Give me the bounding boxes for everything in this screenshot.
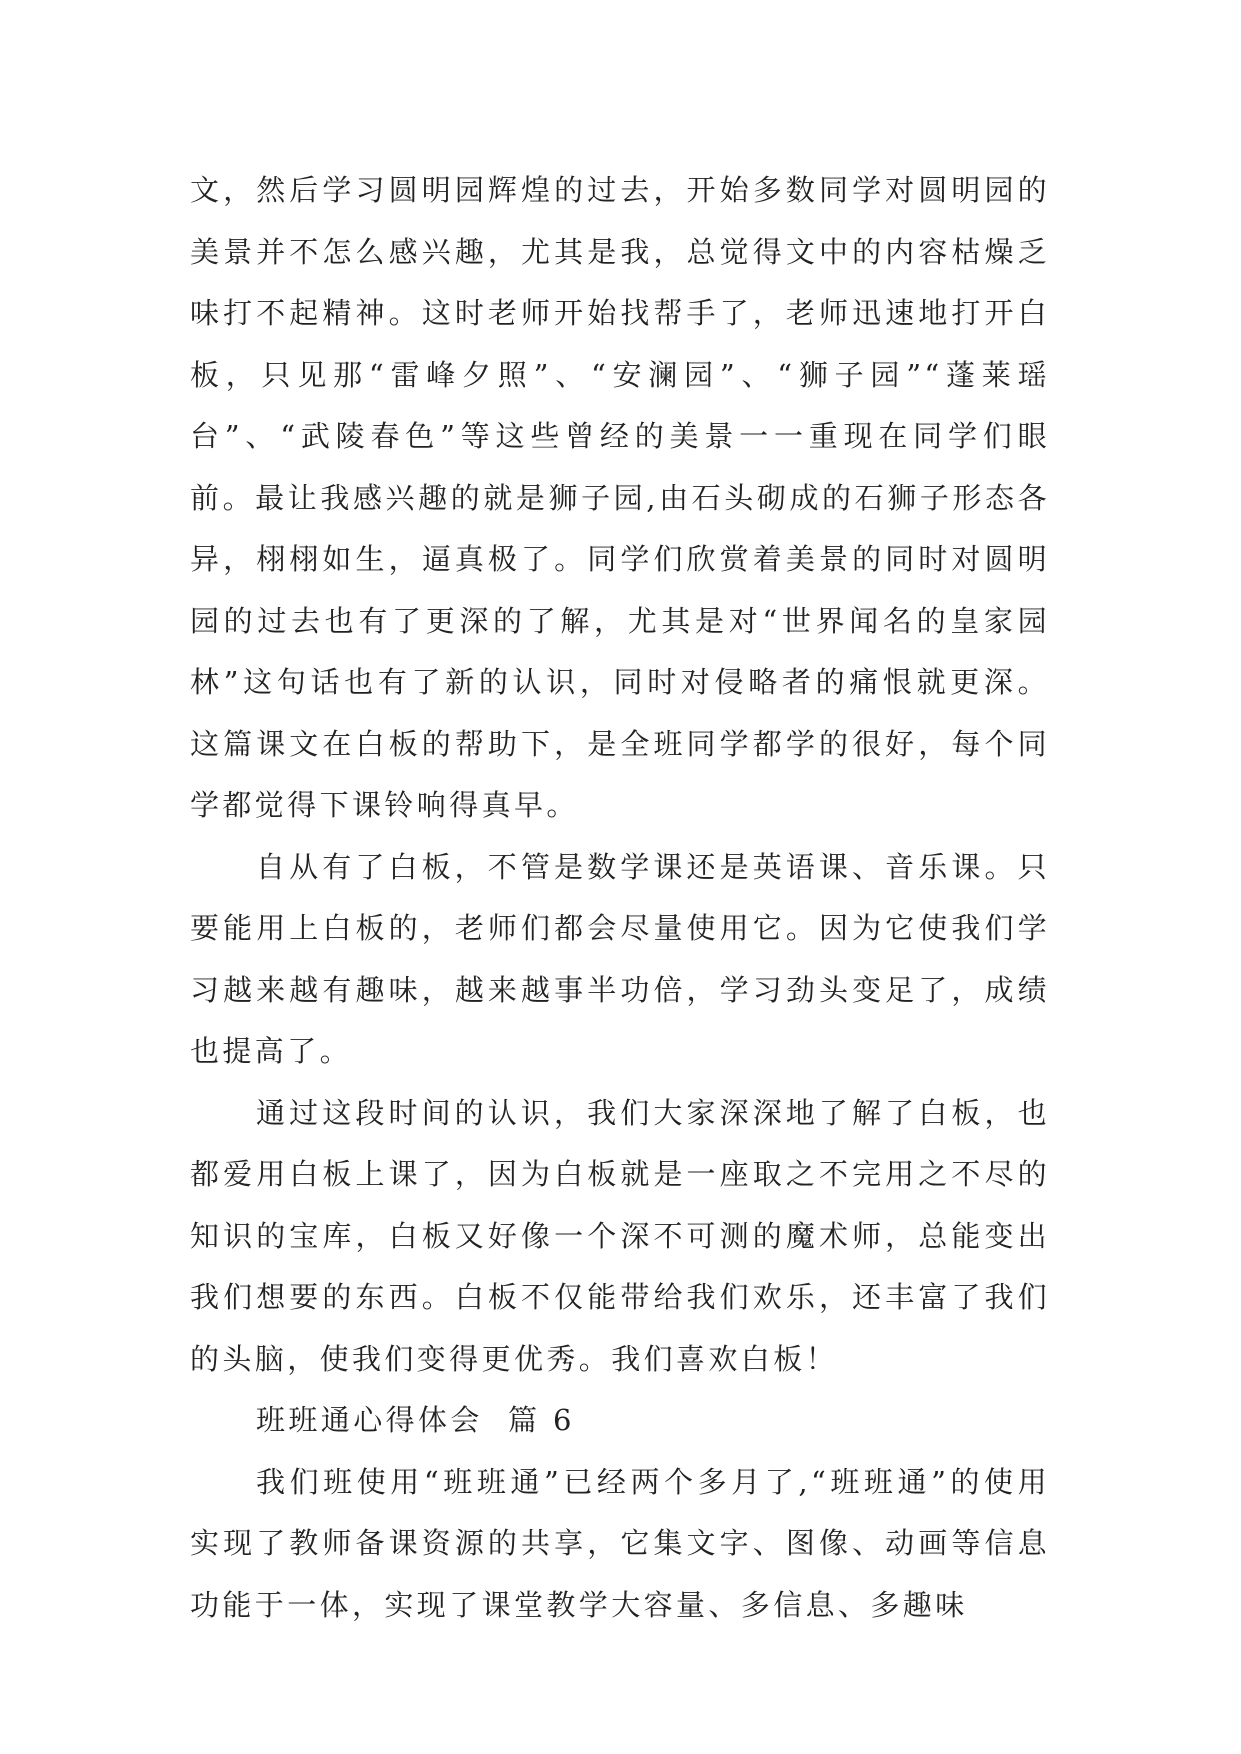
paragraph-1: 文，然后学习圆明园辉煌的过去，开始多数同学对圆明园的美景并不怎么感兴趣，尤其是我，总觉得文中的内容枯燥乏味打不起精神。这时老师开始找帮手了，老师迅速地打开白板，只见那“雷峰夕照”、“安澜园”、“狮子园”“蓬莱瑶台”、“武陵春色”等这些曾经的美景一一重现在同学们眼前。最让我感兴趣的就是狮子园,由石头砌成的石狮子形态各异，栩栩如生，逼真极了。同学们欣赏着美景的同时对圆明园的过去也有了更深的了解，尤其是对“世界闻名的皇家园林”这句话也有了新的认识，同时对侵略者的痛恨就更深。这篇课文在白板的帮助下，是全班同学都学的很好，每个同学都觉得下课铃响得真早。: [190, 173, 1050, 822]
section-heading: 班班通心得体会 篇 6: [256, 1403, 575, 1437]
document-body: [190, 160, 1050, 1636]
paragraph-3: 通过这段时间的认识，我们大家深深地了解了白板，也都爱用白板上课了，因为白板就是一座取之不完用之不尽的知识的宝库，白板又好像一个深不可测的魔术师，总能变出我们想要的东西。白板不仅能带给我们欢乐，还丰富了我们的头脑，使我们变得更优秀。我们喜欢白板！: [190, 1095, 1050, 1376]
paragraph-2: 自从有了白板，不管是数学课还是英语课、音乐课。只要能用上白板的，老师们都会尽量使用它。因为它使我们学习越来越有趣味，越来越事半功倍，学习劲头变足了，成绩也提高了。: [190, 849, 1050, 1068]
paragraph-4: 我们班使用“班班通”已经两个多月了,“班班通”的使用实现了教师备课资源的共享，它集文字、图像、动画等信息功能于一体，实现了课堂教学大容量、多信息、多趣味: [190, 1464, 1050, 1622]
